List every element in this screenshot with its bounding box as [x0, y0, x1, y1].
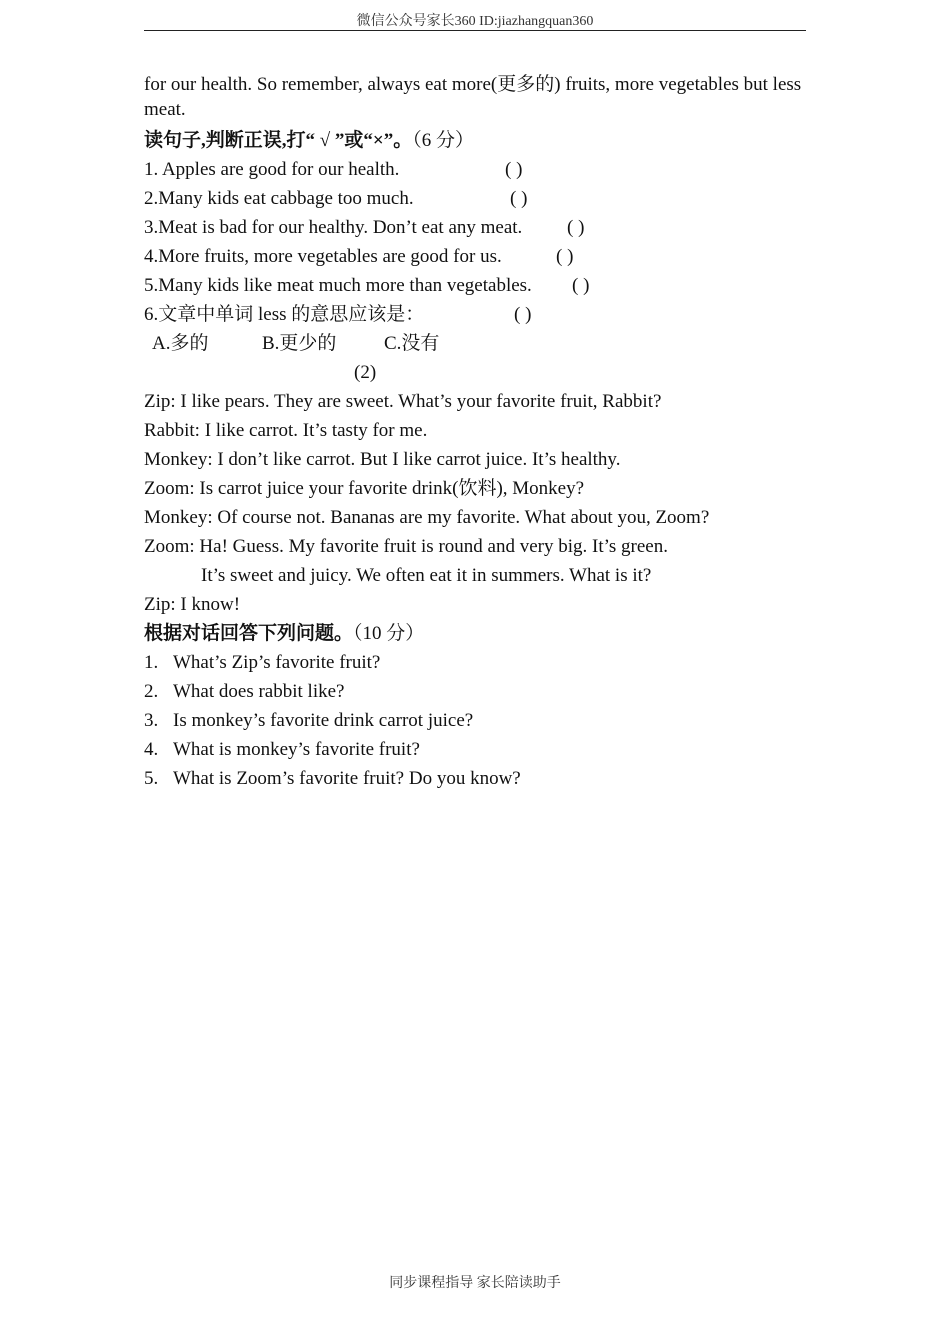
question-number: 5. [144, 768, 159, 789]
page-footer: 同步课程指导 家长陪读助手 [389, 1276, 561, 1291]
choice-options [144, 329, 814, 358]
header-divider [144, 30, 806, 31]
option-a[interactable]: A.多的 [152, 333, 209, 354]
answer-paren[interactable]: ( ) [505, 159, 523, 180]
judge-item-text: 5.Many kids like meat much more than vegetables. [144, 275, 532, 296]
question-number: 2. [144, 681, 159, 702]
question-text: What’s Zip’s favorite fruit? [173, 652, 381, 673]
answer-paren[interactable]: ( ) [514, 304, 532, 325]
passage-ending: for our health. So remember, always eat more(更多的) fruits, more vegetables but less meat. [144, 74, 802, 120]
dialogue-line: Monkey: I don’t like carrot. But I like carrot juice. It’s healthy. [144, 449, 621, 470]
question-item [144, 677, 814, 706]
question-text: What is Zoom’s favorite fruit? Do you know? [173, 768, 521, 789]
page-header: 微信公众号家长360 ID:jiazhangquan360 [356, 14, 594, 29]
question-number: 3. [144, 710, 159, 731]
question-number: 4. [144, 739, 159, 760]
judge-item-3 [144, 213, 814, 242]
worksheet-content [144, 72, 814, 793]
answer-paren[interactable]: ( ) [572, 275, 590, 296]
dialogue-line: Zip: I know! [144, 594, 241, 615]
question-text: Is monkey’s favorite drink carrot juice? [173, 710, 474, 731]
judge-item-text: 3.Meat is bad for our healthy. Don’t eat any meat. [144, 217, 523, 238]
dialogue-line: Zoom: Is carrot juice your favorite drink(饮料), Monkey? [144, 478, 585, 499]
question-number: 1. [144, 652, 159, 673]
question-item [144, 764, 814, 793]
option-b[interactable]: B.更少的 [262, 333, 337, 354]
dialogue-line: Monkey: Of course not. Bananas are my favorite. What about you, Zoom? [144, 507, 710, 528]
judge-item-text: 2.Many kids eat cabbage too much. [144, 188, 414, 209]
section1-heading [144, 126, 814, 155]
section2-heading [144, 619, 814, 648]
passage-number: (2) [354, 362, 377, 383]
judge-item-2 [144, 184, 814, 213]
section2-score: （10 分） [353, 623, 425, 644]
dialogue-line: Zoom: Ha! Guess. My favorite fruit is round and very big. It’s green. [144, 536, 668, 557]
section2-title: 根据对话回答下列问题。 [144, 623, 354, 644]
judge-item-text: 1. Apples are good for our health. [144, 159, 400, 180]
answer-paren[interactable]: ( ) [510, 188, 528, 209]
section1-score: （6 分） [412, 130, 475, 151]
judge-item-5 [144, 271, 814, 300]
question-item [144, 648, 814, 677]
question-text: What does rabbit like? [173, 681, 345, 702]
dialogue-line: Rabbit: I like carrot. It’s tasty for me. [144, 420, 428, 441]
judge-item-4 [144, 242, 814, 271]
judge-item-text: 6.文章中单词 less 的意思应该是： [144, 304, 425, 325]
question-text: What is monkey’s favorite fruit? [173, 739, 420, 760]
dialogue-line: It’s sweet and juicy. We often eat it in summers. What is it? [201, 565, 652, 586]
judge-item-text: 4.More fruits, more vegetables are good for us. [144, 246, 502, 267]
judge-item-1 [144, 155, 814, 184]
judge-item-6 [144, 300, 814, 329]
section1-title: 读句子,判断正误,打“ √ ”或“×”。 [144, 130, 413, 151]
answer-paren[interactable]: ( ) [556, 246, 574, 267]
question-item [144, 706, 814, 735]
dialogue-line: Zip: I like pears. They are sweet. What’s your favorite fruit, Rabbit? [144, 391, 662, 412]
option-c[interactable]: C.没有 [384, 333, 440, 354]
answer-paren[interactable]: ( ) [567, 217, 585, 238]
question-item [144, 735, 814, 764]
